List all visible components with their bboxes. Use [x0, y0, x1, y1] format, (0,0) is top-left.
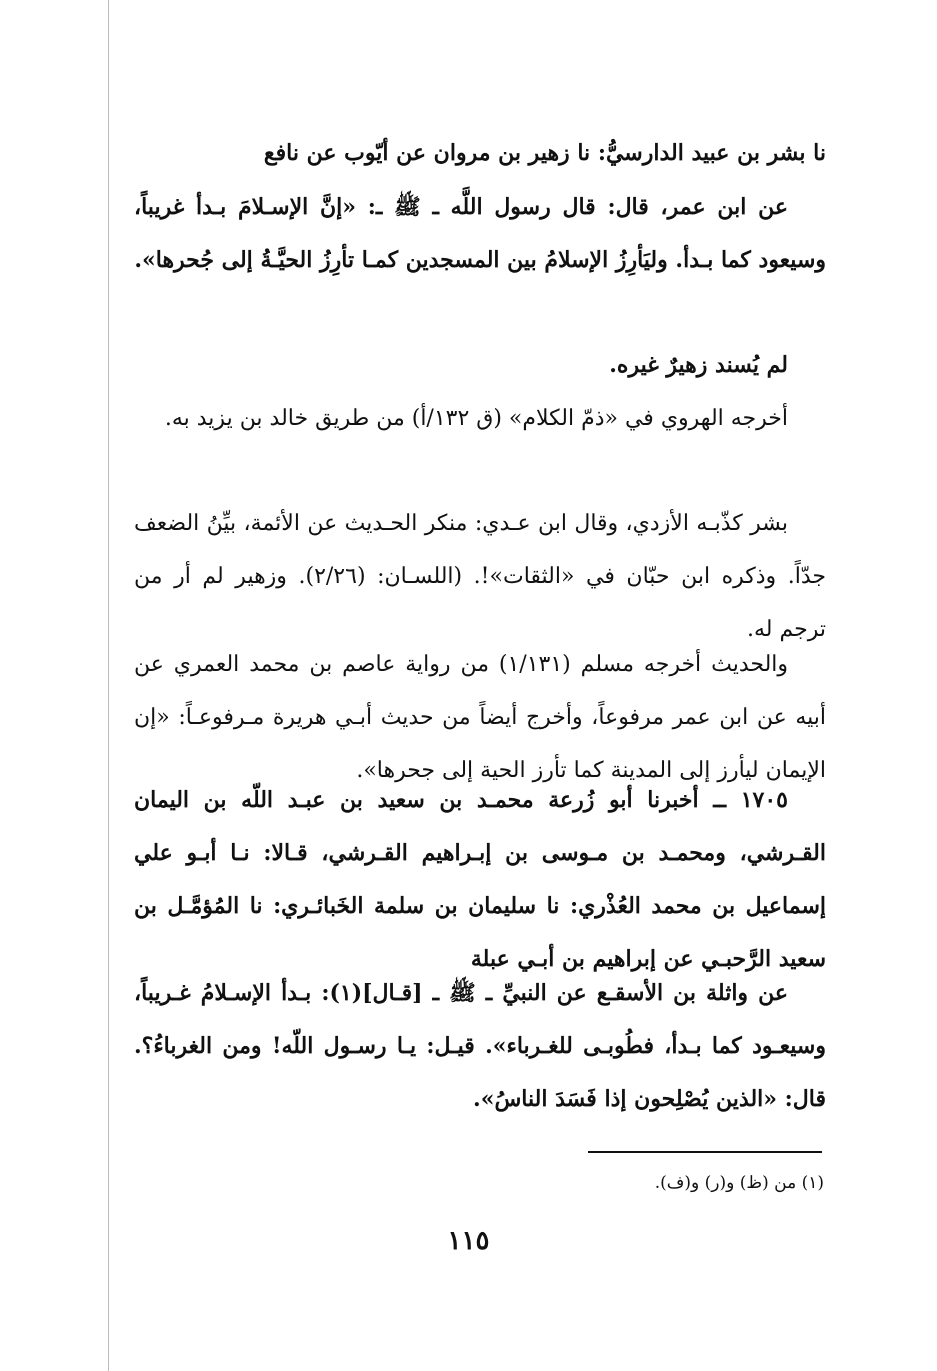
footnote: (١) من (ظ) و(ر) و(ف).: [654, 1173, 824, 1193]
page-edge-rule: [108, 0, 109, 1371]
hadith-text-block: [134, 181, 826, 287]
hadith-1705-isnad-block: [134, 774, 826, 986]
chain-paragraph: نا بشر بن عبيد الدارسيُّ: نا زهير بن مروان عن أيّوب عن نافع: [263, 140, 826, 166]
page-number: ١١٥: [447, 1226, 490, 1256]
takhrij-paragraph: أخرجه الهروي في «ذمّ الكلام» (ق ١٣٢/أ) من طريق خالد بن يزيد به.: [164, 406, 788, 431]
hadith-paragraph: عن ابن عمر، قال: قال رسول اللَّه ـ ﷺ ـ: «إنَّ الإسـلامَ بـدأ غريباً، وسيعود كما بـدأ. وليَأرِزُ الإسلامُ بين المسجدين كمـا تأرِزُ الحيَّـةُ إلى جُحرها».: [134, 194, 826, 273]
hadith-1705-isnad-paragraph: ١٧٠٥ ــ أخبرنا أبو زُرعة محمـد بن سعيد بن عبـد اللّه بن اليمان القـرشي، ومحمـد بن مـوسى بن إبـراهيم القـرشي، قـالا: نـا أبـو علي إسماعيل بن محمد العُذْري: نا سليمان بن سلمة الخَبائـري: نا المُؤمَّـل بن سعيد الرَّحبـي عن إبراهيم بن أبـي عبلة: [134, 787, 826, 972]
muslim-takhrij-paragraph: والحديث أخرجه مسلم (١/١٣١) من رواية عاصم بن محمد العمري عن أبيه عن ابن عمر مرفوعاً، وأخرج أيضاً من حديث أبـي هريرة مـرفوعـاً: «إن الإيمان ليأرز إلى المدينة كما تأرز الحية إلى جحرها».: [134, 652, 826, 783]
hadith-1705-text-paragraph: عن واثلة بن الأسقـع عن النبيِّ ـ ﷺ ـ [قـال](١): بـدأ الإسـلامُ غـريباً، وسيعـود كما بـدأ، فطُوبـى للغـرباء». قيـل: يـا رسـول اللّه! ومن الغرباءُ؟. قال: «الذين يُصْلِحون إذا فَسَدَ الناسُ».: [134, 980, 826, 1112]
comment-paragraph: لم يُسند زهيرٌ غيره.: [609, 352, 788, 378]
takhrij-block: [134, 392, 826, 445]
hadith-1705-text-block: [134, 967, 826, 1126]
footnote-separator: [588, 1151, 822, 1153]
chain-line: [134, 127, 826, 180]
narrator-note-paragraph: بشر كذّبـه الأزدي، وقال ابن عـدي: منكر الحـديث عن الأئمة، بيِّنُ الضعف جدّاً. وذكره ابن حبّان في «الثقات»!. (اللسـان: (٢/٢٦). وزهير لم أر من ترجم له.: [134, 511, 826, 642]
comment-block: [134, 339, 826, 392]
narrator-note-block: [134, 497, 826, 656]
